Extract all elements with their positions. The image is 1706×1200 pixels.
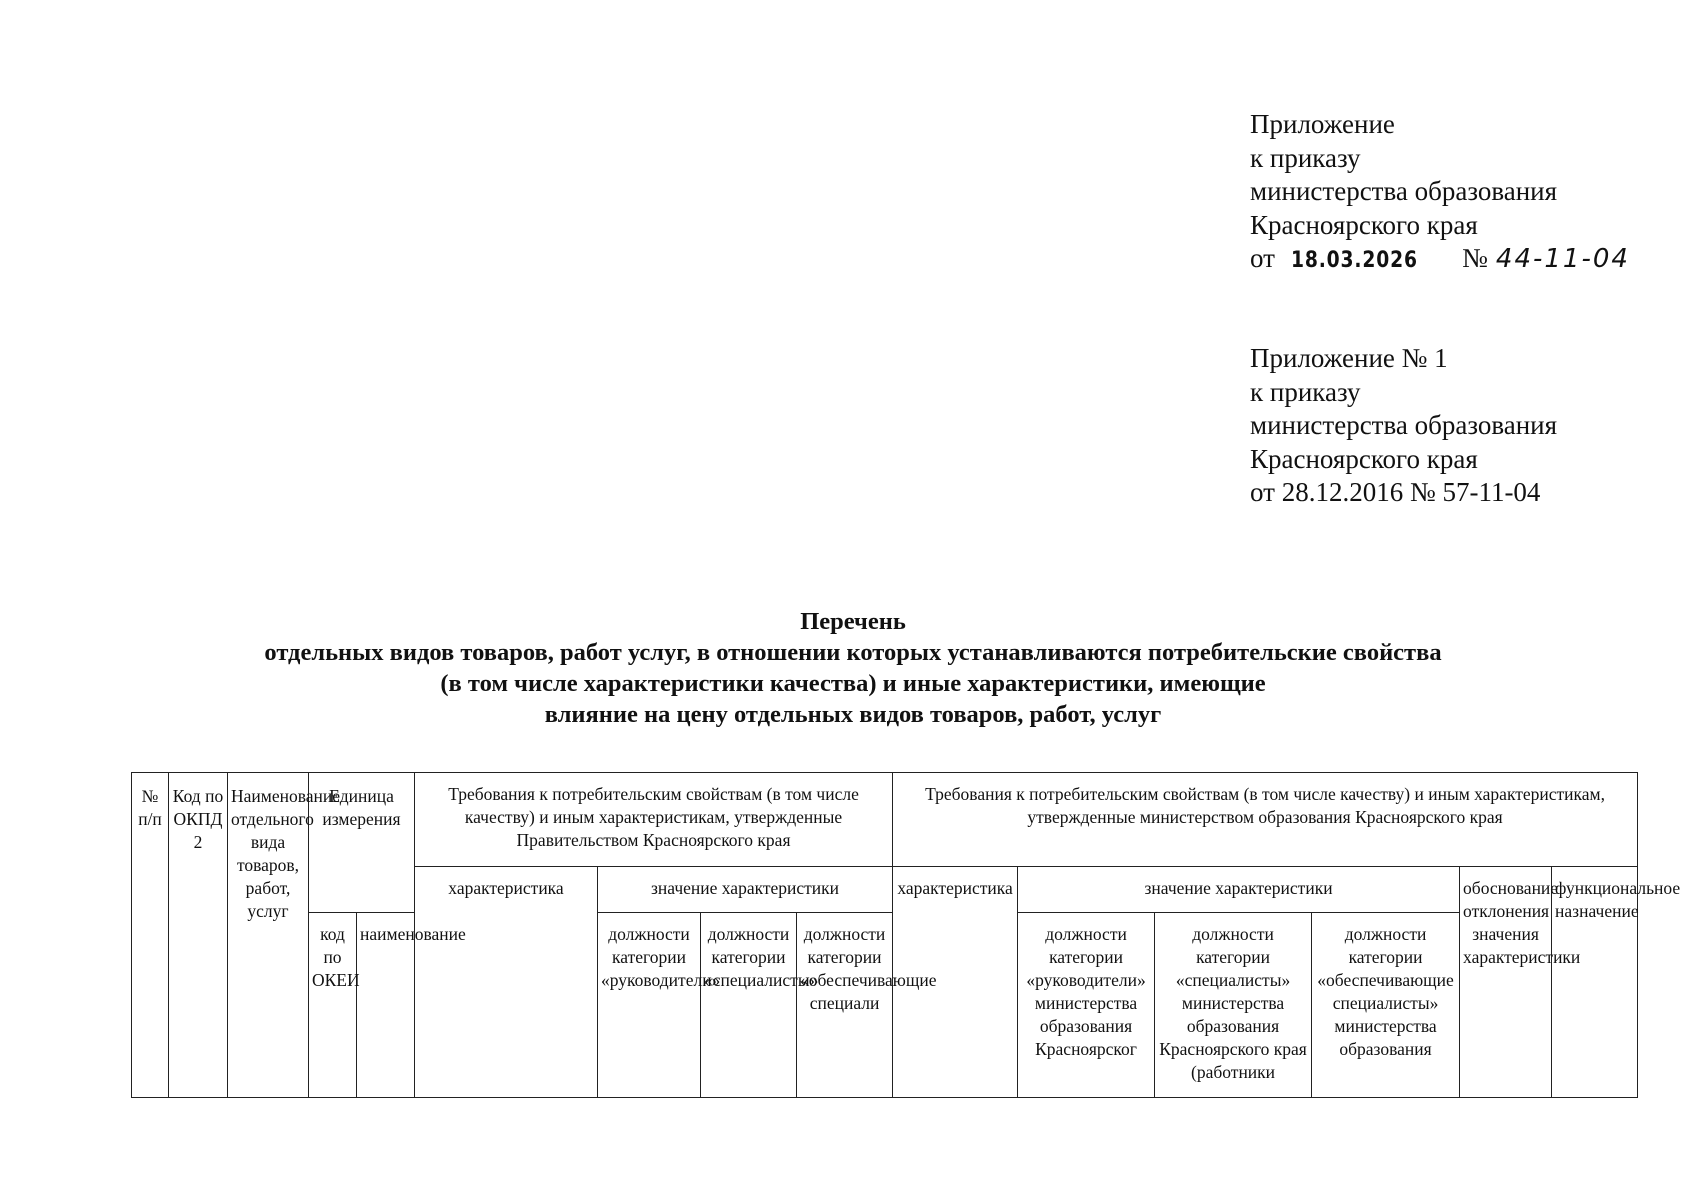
requirements-table [131, 772, 1681, 1098]
title-heading: Перечень [800, 608, 906, 635]
appendix-current-header [1250, 108, 1630, 278]
title-line: влияние на цену отдельных видов товаров, работ, услуг [544, 701, 1162, 728]
stamped-date: 18.03.2026 [1290, 248, 1418, 273]
title-line: (в том числе характеристики качества) и иные характеристики, имеющие [440, 670, 1266, 697]
header-item-name: Наименование отдельного вида товаров, работ, услуг [228, 773, 309, 1098]
appendix-title: Приложение № 1 [1250, 343, 1448, 373]
from-label: от [1250, 243, 1275, 273]
header-min-value: значение характеристики [1018, 867, 1460, 913]
header-min-characteristic: характеристика [893, 867, 1018, 1098]
header-gov-characteristic: характеристика [415, 867, 598, 1098]
header-government-requirements: Требования к потребительским свойствам (в том числе качеству) и иным характеристикам, утвержденные Правительством Красноярского края [415, 773, 893, 867]
title-line: отдельных видов товаров, работ услуг, в отношении которых устанавливаются потребительские свойства [264, 639, 1442, 666]
header-min-specialists: должности категории «специалисты» министерства образования Красноярского края (работники [1155, 913, 1312, 1098]
appendix-date-number-line: от 28.12.2016 № 57-11-04 [1250, 477, 1541, 507]
header-unit-name: наименование [357, 913, 415, 1098]
handwritten-order-number: 44-11-04 [1495, 244, 1630, 274]
header-min-managers: должности категории «руководители» министерства образования Красноярског [1018, 913, 1155, 1098]
appendix-region-line: Красноярского края [1250, 443, 1478, 474]
header-gov-value: значение характеристики [598, 867, 893, 913]
appendix-region-line: Красноярского края [1250, 209, 1478, 240]
header-unit: Единица измерения [309, 773, 415, 913]
appendix-order-line: к приказу [1250, 376, 1361, 407]
appendix-order-line: к приказу [1250, 142, 1361, 173]
header-function: функциональное назначение [1552, 867, 1638, 1098]
header-okpd-code: Код по ОКПД 2 [169, 773, 228, 1098]
appendix-ministry-line: министерства образования [1250, 176, 1558, 206]
appendix-original-header [1250, 342, 1557, 510]
appendix-date-line [1250, 242, 1630, 278]
header-gov-managers: должности категории «руководители» [598, 913, 701, 1098]
header-number: № п/п [132, 773, 169, 1098]
appendix-ministry-line: министерства образования [1250, 410, 1558, 440]
number-sign: № [1462, 243, 1488, 273]
header-gov-specialists: должности категории «специалисты» [701, 913, 797, 1098]
header-unit-code: код по ОКЕИ [309, 913, 357, 1098]
appendix-title: Приложение [1250, 109, 1395, 139]
header-justification: обоснование отклонения значения характеристики [1460, 867, 1552, 1098]
header-ministry-requirements: Требования к потребительским свойствам (в том числе качеству) и иным характеристикам, утвержденные министерством образования Красноярского края [893, 773, 1638, 867]
document-title [0, 606, 1706, 730]
header-gov-support: должности категории «обеспечивающие специали [797, 913, 893, 1098]
header-min-support: должности категории «обеспечивающие специалисты» министерства образования [1312, 913, 1460, 1098]
